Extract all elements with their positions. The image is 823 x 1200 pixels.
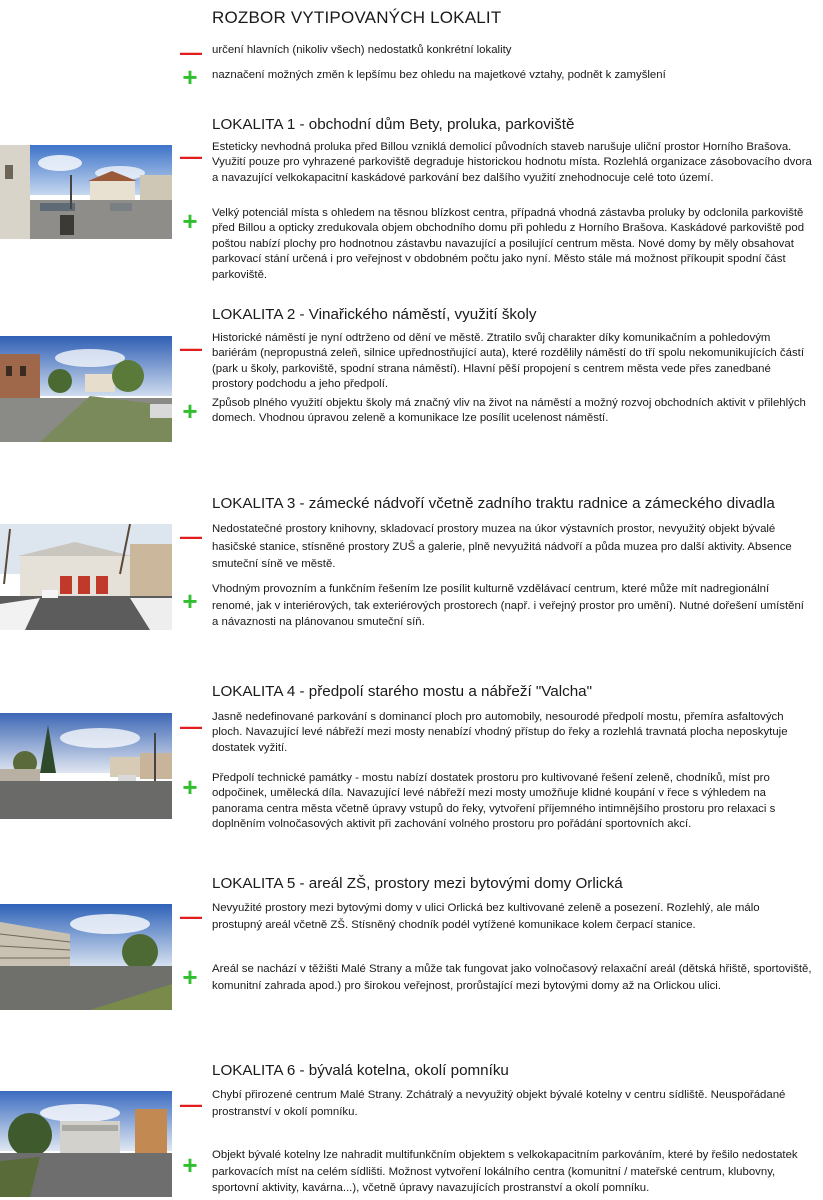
locality-6-minus-text: Chybí přirozené centrum Malé Strany. Zchátralý a nevyužitý objekt bývalé kotelny v centru sídliště. Neuspořádané prostranství v okolí pomníku. [212,1089,786,1118]
locality-3-plus-sign: + [182,586,198,616]
locality-6-minus-sign: — [180,1092,202,1117]
legend-minus-text: určení hlavních (nikoliv všech) nedostatků konkrétní lokality [212,44,512,56]
locality-3-photo [0,524,172,630]
locality-4-minus-text: Jasně nedefinované parkování s dominancí ploch pro automobily, nesourodé předpolí mostu, přemíra asfaltových ploch. Navazující levé nábřeží mezi mosty nenabízí vhodný přístup do řeky a rozlehlá travnatá plocha neposkytuje dostatek vyžití. [212,711,788,754]
legend-plus-sign: + [182,62,198,92]
locality-4-heading: LOKALITA 4 - předpolí starého mostu a nábřeží "Valcha" [212,683,592,700]
locality-1-plus-sign: + [182,206,198,236]
locality-2-photo [0,336,172,442]
legend-plus-text: naznačení možných změn k lepšímu bez ohledu na majetkové vztahy, podnět k zamyšlení [212,69,666,81]
locality-2-plus-text: Způsob plného využití objektu školy má značný vliv na život na náměstí a možný rozvoj obchodních aktivit v přilehlých domech. Vhodnou úpravou zeleně a komunikace lze posílit ucelenost náměstí. [212,397,806,425]
locality-1-minus-text: Esteticky nevhodná proluka před Billou vzniklá demolicí původních staveb narušuje uliční prostor Horního Brašova. Využití pouze pro vyhrazené parkoviště degraduje historickou hodnotu místa. Rozlehlá organizace zásobovacího dvora a navazující velkokapacitní kaskádové parkování bez dalšího využití znehodnocuje celé toto území. [212,141,812,184]
legend-minus-sign: — [180,40,202,65]
locality-5-plus-sign: + [182,962,198,992]
locality-6-plus-sign: + [182,1150,198,1180]
locality-5-minus-sign: — [180,904,202,929]
locality-3-minus-text: Nedostatečné prostory knihovny, skladovací prostory muzea na úkor výstavních prostor, nevyužitý objekt bývalé hasičské stanice, stísněné prostory ZUŠ a galerie, plně nevyužitá nádvoří a půda muzea pro další aktivity. Absence smuteční síně ve městě. [212,523,792,570]
locality-5-heading: LOKALITA 5 - areál ZŠ, prostory mezi bytovými domy Orlická [212,875,623,892]
locality-6-photo [0,1091,172,1197]
locality-2-plus-sign: + [182,396,198,426]
locality-4-photo [0,713,172,819]
locality-1-heading: LOKALITA 1 - obchodní dům Bety, proluka, parkoviště [212,116,575,133]
locality-3-heading: LOKALITA 3 - zámecké nádvoří včetně zadního traktu radnice a zámeckého divadla [212,495,775,512]
locality-4-plus-sign: + [182,772,198,802]
locality-5-plus-text: Areál se nachází v těžišti Malé Strany a může tak fungovat jako volnočasový relaxační areál (dětská hřiště, sportoviště, komunitní zahrada apod.) pro širokou veřejnost, prorůstající mezi bytovými domy až na Orlickou ulici. [212,963,812,992]
locality-5-minus-text: Nevyužité prostory mezi bytovými domy v ulici Orlická bez kultivované zeleně a posezení. Rozlehlý, ale málo prostupný areál včetně ZŠ. Stísněný chodník podél vytížené komunikace kolem čerpací stanice. [212,902,760,931]
page-title: ROZBOR VYTIPOVANÝCH LOKALIT [212,8,502,27]
locality-2-heading: LOKALITA 2 - Vinařického náměstí, využití školy [212,306,537,323]
locality-6-heading: LOKALITA 6 - bývalá kotelna, okolí pomníku [212,1062,509,1079]
locality-4-plus-text: Předpolí technické památky - mostu nabízí dostatek prostoru pro kultivované řešení zeleně, chodníků, míst pro odpočinek, umělecká díla. Navazující levé nábřeží mezi mosty umožňuje klidné koupání v řece s výhledem na panorama centra města včetně úpravy vstupů do řeky, vytvoření příjemného intimnějšího prostoru pro relaxaci s doplněním volnočasových aktivit při zachování volného prostoru pro pořádání sportovních akcí. [212,772,776,831]
locality-1-photo [0,145,172,239]
locality-6-plus-text: Objekt bývalé kotelny lze nahradit multifunkčním objektem s velkokapacitním parkováním, které by řešilo nedostatek parkovacích míst na celém sídlišti. Možnost vytvoření lokálního centra (komunitní / mateřské centrum, klubovny, sportovní aktivity, kavárna...), včetně úpravy navazujících prostranství a okolí pomníku. [212,1149,798,1194]
locality-2-minus-text: Historické náměstí je nyní odtrženo od dění ve městě. Ztratilo svůj charakter díky komunikačním a pohledovým bariérám (nepropustná zeleň, silnice upřednostňující auta), které rozdělily náměstí do tří spolu nekomunikujících částí (park u školy, parkoviště, spodní strana náměstí). Hlavní pěší propojení s centrem města vede přes zanedbané prostory podchodu a jeho předpolí. [212,332,804,391]
locality-4-minus-sign: — [180,714,202,739]
locality-3-minus-sign: — [180,524,202,549]
locality-3-plus-text: Vhodným provozním a funkčním řešením lze posílit kulturně vzdělávací centrum, které může mít nadregionální renomé, jak v interiérových, tak exteriérových prostorech (např. i veřejný prostor pro umění). Nutné dořešení umístění a návaznosti na plánovanou smuteční síň. [212,583,804,628]
locality-2-minus-sign: — [180,336,202,361]
locality-1-plus-text: Velký potenciál místa s ohledem na těsnou blízkost centra, případná vhodná zástavba proluky by odclonila parkoviště před Billou a opticky zredukovala objem obchodního domu při pohledu z Horního Brašova. Kaskádové parkoviště pod poštou nabízí plochy pro hodnotnou zástavbu navazující a posilující centrum města. Nové domy by měly obsahovat parkovací stání určená i pro veřejnost v obdobném počtu jako nyní. Město stále má možnost příkoupit spodní část parkoviště. [212,207,805,281]
locality-1-minus-sign: — [180,144,202,169]
locality-5-photo [0,904,172,1010]
